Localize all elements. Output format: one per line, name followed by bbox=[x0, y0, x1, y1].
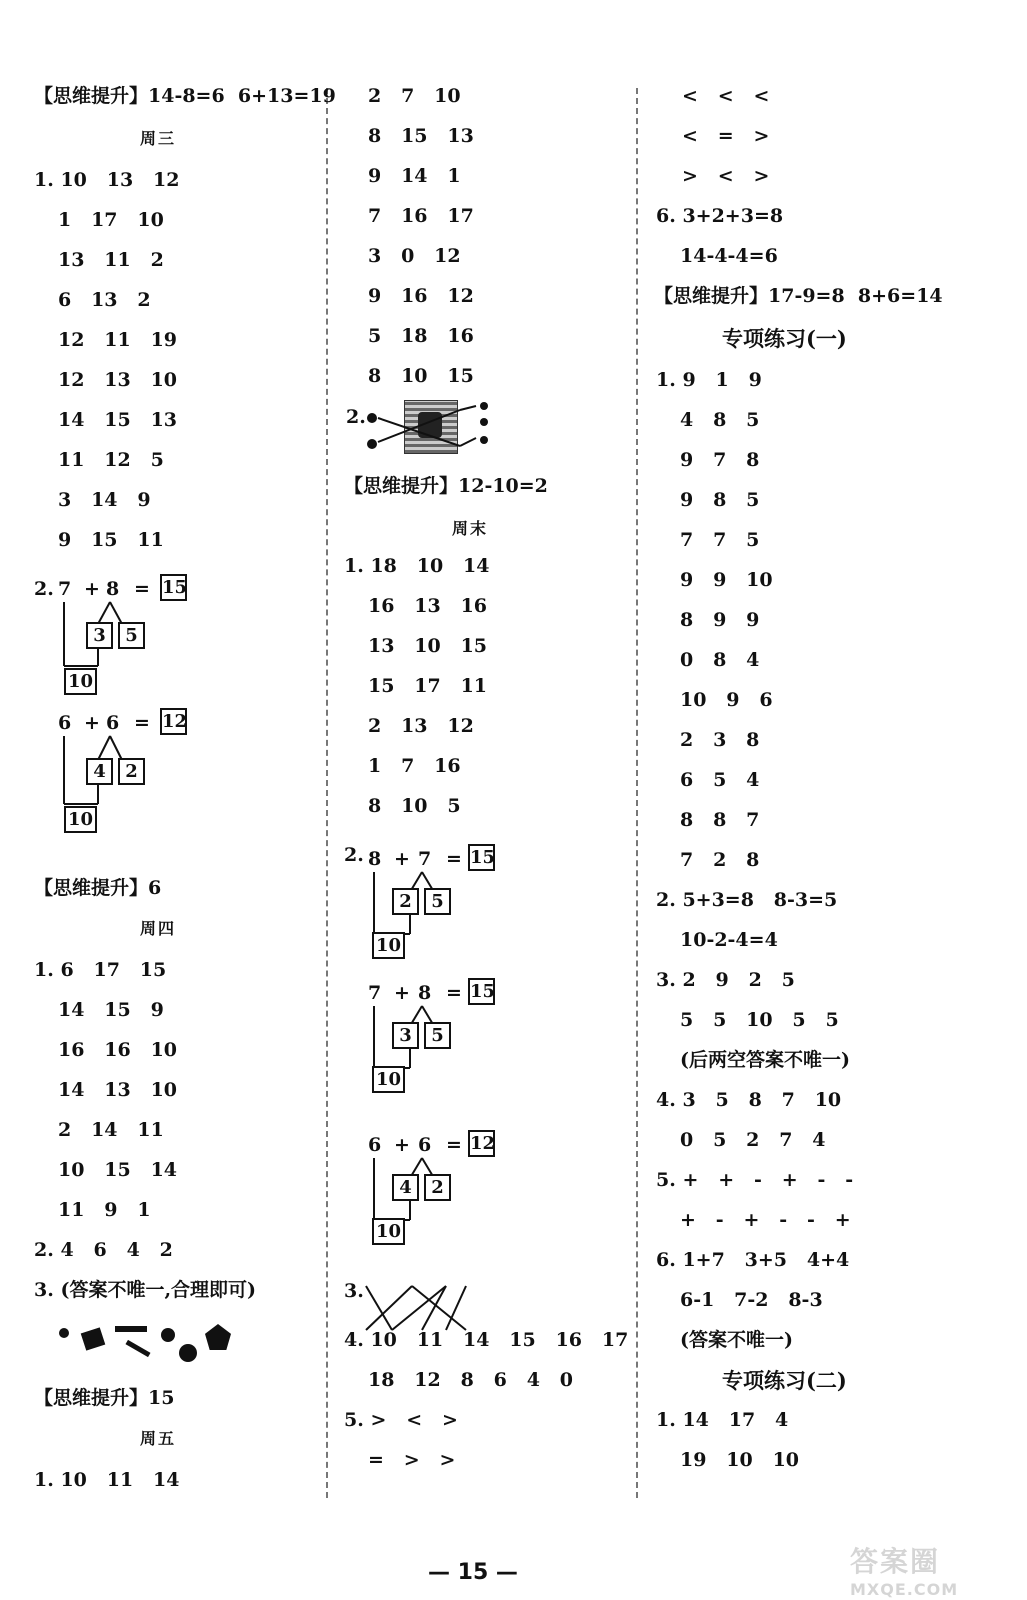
answer-line: 1. 18 10 14 bbox=[344, 555, 490, 577]
split-box-1: 3 bbox=[392, 1022, 419, 1049]
answer-line: 14 15 9 bbox=[58, 999, 164, 1021]
split-box-2: 5 bbox=[424, 888, 451, 915]
answer-line: 9 9 10 bbox=[680, 569, 773, 591]
answer-line: 9 15 11 bbox=[58, 529, 164, 551]
answer-line: 9 7 8 bbox=[680, 449, 760, 471]
equals-sign: = bbox=[134, 578, 150, 600]
making-ten-diagram bbox=[58, 578, 208, 698]
answer-line: 11 9 1 bbox=[58, 1199, 151, 1221]
answer-line: 6 13 2 bbox=[58, 289, 151, 311]
addend-a: 7 bbox=[368, 982, 382, 1004]
answer-line: = > > bbox=[368, 1449, 456, 1471]
answer-line: 14 13 10 bbox=[58, 1079, 178, 1101]
answer-line: 2 13 12 bbox=[368, 715, 474, 737]
question-label: 3. bbox=[344, 1280, 364, 1302]
thinking-line: 【思维提升】6 bbox=[34, 877, 162, 899]
answer-line: 6. 1+7 3+5 4+4 bbox=[656, 1249, 850, 1271]
answer-line: 7 2 8 bbox=[680, 849, 760, 871]
thinking-line: 【思维提升】14-8=6 6+13=19 bbox=[34, 85, 336, 107]
answer-line: < = > bbox=[682, 125, 770, 147]
split-box-2: 2 bbox=[118, 758, 145, 785]
split-box-2: 5 bbox=[118, 622, 145, 649]
answer-line: 0 5 2 7 4 bbox=[680, 1129, 826, 1151]
answer-line: 1. 14 17 4 bbox=[656, 1409, 789, 1431]
answer-line: 12 13 10 bbox=[58, 369, 178, 391]
answer-line: 13 11 2 bbox=[58, 249, 164, 271]
equals-sign: = bbox=[134, 712, 150, 734]
addend-b: 8 bbox=[106, 578, 120, 600]
answer-line: 1. 6 17 15 bbox=[34, 959, 167, 981]
note-line: (后两空答案不唯一) bbox=[680, 1049, 850, 1071]
answer-line: 2 7 10 bbox=[368, 85, 461, 107]
section-heading-practice-2: 专项练习(二) bbox=[722, 1368, 847, 1393]
answer-line: 4. 3 5 8 7 10 bbox=[656, 1089, 842, 1111]
equals-sign: = bbox=[446, 982, 462, 1004]
addend-b: 6 bbox=[418, 1134, 432, 1156]
answer-line: 7 16 17 bbox=[368, 205, 474, 227]
split-box-1: 4 bbox=[86, 758, 113, 785]
result-box: 15 bbox=[468, 844, 495, 871]
making-ten-diagram bbox=[58, 712, 208, 842]
note-line: (答案不唯一) bbox=[680, 1329, 793, 1351]
answer-line: 11 12 5 bbox=[58, 449, 164, 471]
answer-line: 10 9 6 bbox=[680, 689, 773, 711]
answer-line: 1 7 16 bbox=[368, 755, 461, 777]
answer-line: 6. 3+2+3=8 bbox=[656, 205, 784, 227]
answer-line: 12 11 19 bbox=[58, 329, 178, 351]
quad-shape bbox=[81, 1327, 106, 1350]
answer-line: 4 8 5 bbox=[680, 409, 760, 431]
answer-line: 6-1 7-2 8-3 bbox=[680, 1289, 823, 1311]
answer-line: 13 10 15 bbox=[368, 635, 488, 657]
result-box: 12 bbox=[160, 708, 187, 735]
ten-box: 10 bbox=[64, 806, 97, 833]
answer-line: 19 10 10 bbox=[680, 1449, 800, 1471]
equals-sign: = bbox=[446, 848, 462, 870]
question-label: 2. bbox=[344, 844, 364, 866]
answer-line: 18 12 8 6 4 0 bbox=[368, 1369, 573, 1391]
column-divider-right bbox=[636, 88, 638, 1498]
split-box-1: 4 bbox=[392, 1174, 419, 1201]
answer-line: 9 16 12 bbox=[368, 285, 474, 307]
answer-line: 8 8 7 bbox=[680, 809, 760, 831]
ten-box: 10 bbox=[64, 668, 97, 695]
section-heading-weekend: 周末 bbox=[452, 519, 489, 538]
plus-sign: + bbox=[84, 578, 100, 600]
bar-shape bbox=[115, 1326, 147, 1332]
answer-line: 5 5 10 5 5 bbox=[680, 1009, 839, 1031]
answer-line: < < < bbox=[682, 85, 770, 107]
addend-b: 8 bbox=[418, 982, 432, 1004]
answer-line: 7 7 5 bbox=[680, 529, 760, 551]
result-box: 15 bbox=[160, 574, 187, 601]
circle-shape bbox=[161, 1328, 175, 1342]
result-box: 12 bbox=[468, 1130, 495, 1157]
answer-line: 3. (答案不唯一,合理即可) bbox=[34, 1279, 257, 1301]
answer-line: 3. 2 9 2 5 bbox=[656, 969, 795, 991]
addend-a: 6 bbox=[368, 1134, 382, 1156]
plus-sign: + bbox=[394, 848, 410, 870]
answer-line: 8 15 13 bbox=[368, 125, 474, 147]
answer-line: 3 14 9 bbox=[58, 489, 151, 511]
answer-line: 10 15 14 bbox=[58, 1159, 178, 1181]
answer-line: + - + - - + bbox=[680, 1209, 851, 1231]
answer-line: 2 3 8 bbox=[680, 729, 760, 751]
answer-line: 5 18 16 bbox=[368, 325, 474, 347]
answer-line: 10-2-4=4 bbox=[680, 929, 778, 951]
matching-lines bbox=[364, 398, 500, 460]
addend-a: 6 bbox=[58, 712, 72, 734]
answer-line: 5. > < > bbox=[344, 1409, 458, 1431]
addend-b: 6 bbox=[106, 712, 120, 734]
answer-line: 2. 4 6 4 2 bbox=[34, 1239, 173, 1261]
answer-line: 1. 9 1 9 bbox=[656, 369, 762, 391]
slash-shape bbox=[125, 1340, 150, 1357]
answer-line: 8 10 15 bbox=[368, 365, 474, 387]
addend-a: 7 bbox=[58, 578, 72, 600]
answer-line: 0 8 4 bbox=[680, 649, 760, 671]
making-ten-diagram bbox=[368, 982, 518, 1102]
answer-line: 3 0 12 bbox=[368, 245, 461, 267]
answer-line: 9 14 1 bbox=[368, 165, 461, 187]
answer-line: 1 17 10 bbox=[58, 209, 164, 231]
split-box-1: 2 bbox=[392, 888, 419, 915]
answer-line: 8 10 5 bbox=[368, 795, 461, 817]
addend-b: 7 bbox=[418, 848, 432, 870]
ten-box: 10 bbox=[372, 1066, 405, 1093]
answer-line: 8 9 9 bbox=[680, 609, 760, 631]
ball-shape bbox=[179, 1344, 197, 1362]
answer-line: > < > bbox=[682, 165, 770, 187]
watermark-text: 答案圈 bbox=[850, 1545, 941, 1578]
page-number: — 15 — bbox=[428, 1560, 518, 1585]
answer-line: 4. 10 11 14 15 16 17 bbox=[344, 1329, 629, 1351]
answer-line: 9 8 5 bbox=[680, 489, 760, 511]
watermark-url: MXQE.COM bbox=[850, 1580, 959, 1599]
answer-line: 16 16 10 bbox=[58, 1039, 178, 1061]
answer-line: 6 5 4 bbox=[680, 769, 760, 791]
answer-line: 14-4-4=6 bbox=[680, 245, 778, 267]
section-heading-wed: 周三 bbox=[140, 129, 177, 148]
making-ten-diagram bbox=[368, 1134, 518, 1254]
split-box-1: 3 bbox=[86, 622, 113, 649]
ten-box: 10 bbox=[372, 932, 405, 959]
answer-line: 1. 10 13 12 bbox=[34, 169, 180, 191]
ten-box: 10 bbox=[372, 1218, 405, 1245]
split-box-2: 5 bbox=[424, 1022, 451, 1049]
answer-line: 2 14 11 bbox=[58, 1119, 164, 1141]
split-box-2: 2 bbox=[424, 1174, 451, 1201]
pentagon-shape bbox=[205, 1324, 231, 1350]
addend-a: 8 bbox=[368, 848, 382, 870]
plus-sign: + bbox=[394, 982, 410, 1004]
section-heading-fri: 周五 bbox=[140, 1429, 177, 1448]
dot-shape bbox=[59, 1328, 69, 1338]
answer-line: 1. 10 11 14 bbox=[34, 1469, 180, 1491]
answer-line: 15 17 11 bbox=[368, 675, 488, 697]
answer-line: 16 13 16 bbox=[368, 595, 488, 617]
column-divider-left bbox=[326, 88, 328, 1498]
result-box: 15 bbox=[468, 978, 495, 1005]
question-label: 2. bbox=[34, 578, 54, 600]
answer-line: 2. 5+3=8 8-3=5 bbox=[656, 889, 838, 911]
shapes-illustration bbox=[55, 1318, 245, 1368]
question-label: 2. bbox=[346, 406, 366, 428]
plus-sign: + bbox=[84, 712, 100, 734]
equals-sign: = bbox=[446, 1134, 462, 1156]
watermark-logo bbox=[850, 1540, 1020, 1600]
thinking-line: 【思维提升】12-10=2 bbox=[344, 475, 548, 497]
answer-line: 5. + + - + - - bbox=[656, 1169, 854, 1191]
answer-line: 14 15 13 bbox=[58, 409, 178, 431]
making-ten-diagram bbox=[368, 848, 518, 968]
section-heading-thu: 周四 bbox=[140, 919, 177, 938]
thinking-line: 【思维提升】15 bbox=[34, 1387, 175, 1409]
thinking-line: 【思维提升】17-9=8 8+6=14 bbox=[654, 285, 943, 307]
plus-sign: + bbox=[394, 1134, 410, 1156]
section-heading-practice-1: 专项练习(一) bbox=[722, 326, 847, 351]
matching-picture bbox=[364, 398, 500, 460]
